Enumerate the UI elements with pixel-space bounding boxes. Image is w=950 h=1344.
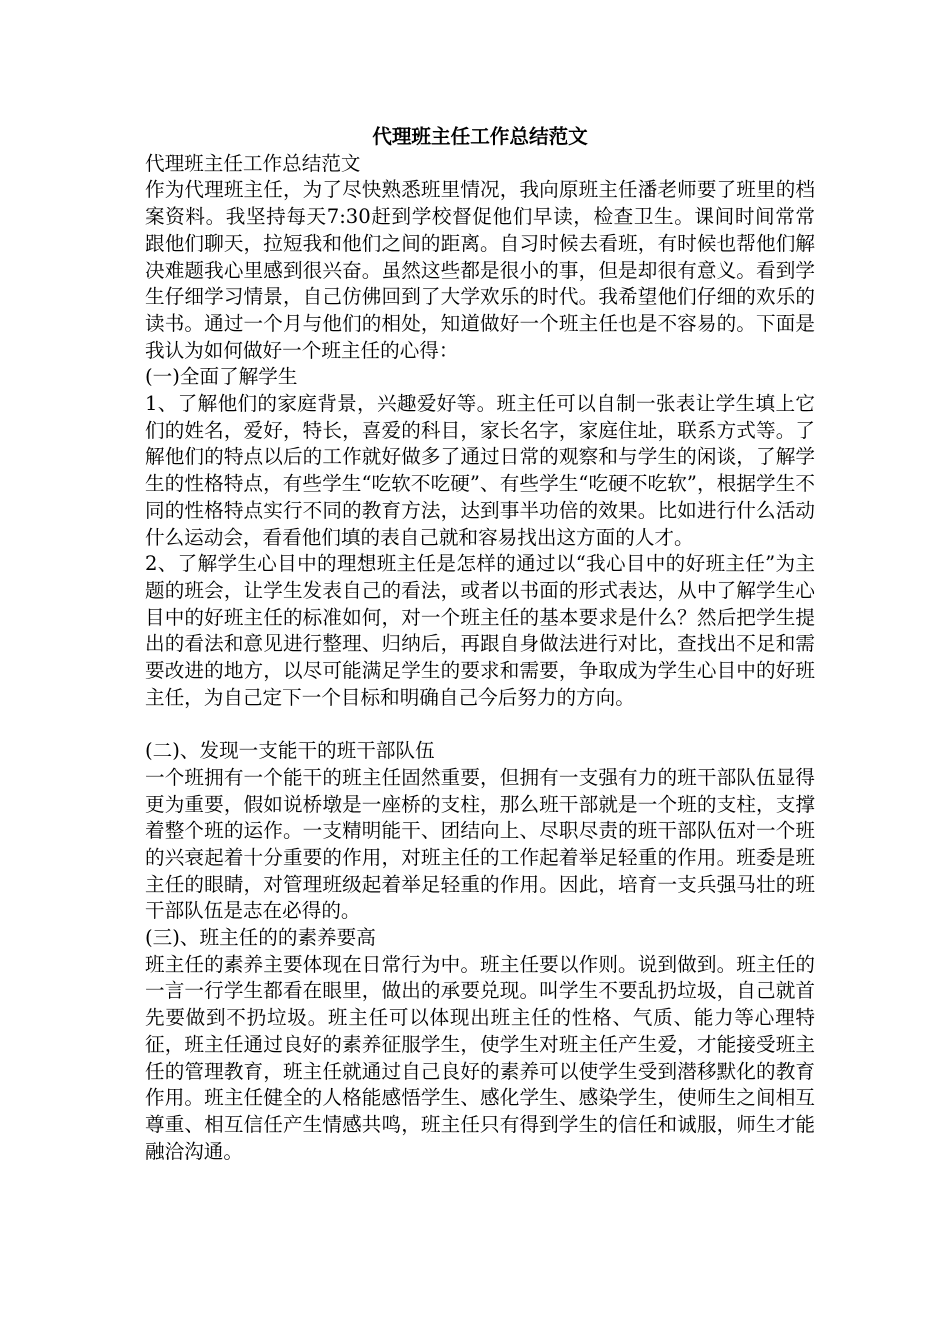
section-heading-3: (三)、班主任的的素养要高 <box>145 926 376 950</box>
document-subtitle: 代理班主任工作总结范文 <box>145 151 361 175</box>
section-heading-2: (二)、发现一支能干的班干部队伍 <box>145 739 435 763</box>
section-3-paragraph-1: 班主任的素养主要体现在日常行为中。班主任要以作则。说到做到。班主任的一言一行学生都看在眼里，做出的承要兑现。叫学生不要乱扔垃圾，自己就首先要做到不扔垃圾。班主任可以体现出班主任的性格、气质、能力等心理特征，班主任通过良好的素养征服学生，使学生对班主任产生爱，才能接受班主任的管理教育，班主任就通过自己良好的素养可以使学生受到潜移默化的教育作用。班主任健全的人格能感悟学生、感化学生、感染学生，使师生之间相互尊重、相互信任产生情感共鸣，班主任只有得到学生的信任和诚服，师生才能融洽沟通。 <box>145 952 815 1163</box>
blank-line <box>145 711 815 738</box>
document-title: 代理班主任工作总结范文 <box>372 125 588 148</box>
section-2-paragraph-1: 一个班拥有一个能干的班主任固然重要，但拥有一支强有力的班干部队伍显得更为重要，假如说桥墩是一座桥的支柱，那么班干部就是一个班的支柱，支撑着整个班的运作。一支精明能干、团结向上、尽职尽责的班干部队伍对一个班的兴衰起着十分重要的作用，对班主任的工作起着举足轻重的作用。班委是班主任的眼睛，对管理班级起着举足轻重的作用。因此，培育一支兵强马壮的班干部队伍是志在必得的。 <box>145 765 815 923</box>
section-heading-1: (一)全面了解学生 <box>145 365 298 389</box>
section-1-paragraph-2: 2、了解学生心目中的理想班主任是怎样的通过以“我心目中的好班主任”为主题的班会，让学生发表自己的看法，或者以书面的形式表达，从中了解学生心目中的好班主任的标准如何，对一个班主任的基本要求是什么？然后把学生提出的看法和意见进行整理、归纳后，再跟自身做法进行对比，查找出不足和需要改进的地方，以尽可能满足学生的要求和需要，争取成为学生心目中的好班主任，为自己定下一个目标和明确自己今后努力的方向。 <box>145 552 815 709</box>
document-body <box>145 124 815 1165</box>
section-1-paragraph-1: 1、了解他们的家庭背景，兴趣爱好等。班主任可以自制一张表让学生填上它们的姓名，爱好，特长，喜爱的科目，家长名字，家庭住址，联系方式等。了解他们的特点以后的工作就好做多了通过日常的观察和与学生的闲谈，了解学生的性格特点，有些学生“吃软不吃硬”、有些学生“吃硬不吃软”，根据学生不同的性格特点实行不同的教育方法，达到事半功倍的效果。比如进行什么活动什么运动会，看看他们填的表自己就和容易找出这方面的人才。 <box>145 392 815 549</box>
intro-paragraph: 作为代理班主任，为了尽快熟悉班里情况，我向原班主任潘老师要了班里的档案资料。我坚持每天7:30赶到学校督促他们早读，检查卫生。课间时间常常跟他们聊天，拉短我和他们之间的距离。自习时候去看班，有时候也帮他们解决难题我心里感到很兴奋。虽然这些都是很小的事，但是却很有意义。看到学生仔细学习情景，自己仿佛回到了大学欢乐的时代。我希望他们仔细的欢乐的读书。通过一个月与他们的相处，知道做好一个班主任也是不容易的。下面是我认为如何做好一个班主任的心得： <box>145 178 815 362</box>
